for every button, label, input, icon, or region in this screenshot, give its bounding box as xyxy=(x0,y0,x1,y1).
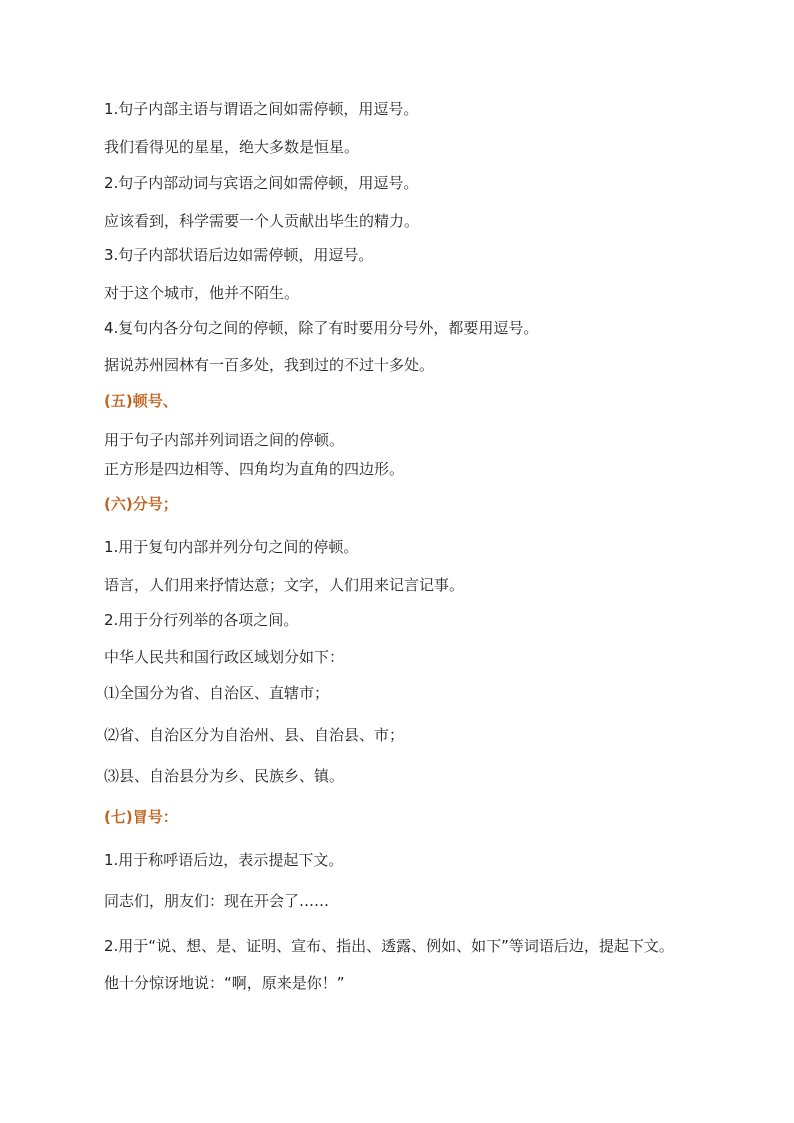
rule-1-semicolon: 1.用于复句内部并列分句之间的停顿。 xyxy=(104,538,359,556)
section-heading-dunhao: (五)顿号、 xyxy=(104,392,178,410)
rule-3-comma-adverbial: 3.句子内部状语后边如需停顿，用逗号。 xyxy=(104,246,374,264)
list-item-2: ⑵省、自治区分为自治州、县、自治县、市； xyxy=(104,726,405,744)
rule-dunhao: 用于句子内部并列词语之间的停顿。 xyxy=(104,431,345,449)
example-comrades: 同志们，朋友们：现在开会了…… xyxy=(104,892,330,910)
list-item-1: ⑴全国分为省、自治区、直辖市； xyxy=(104,684,330,702)
example-suzhou-gardens: 据说苏州园林有一百多处，我到过的不过十多处。 xyxy=(104,356,435,374)
example-surprise: 他十分惊讶地说：“啊，原来是你！” xyxy=(104,974,345,992)
rule-1-comma-subject-predicate: 1.句子内部主语与谓语之间如需停顿，用逗号。 xyxy=(104,100,419,118)
example-language: 语言，人们用来抒情达意；文字，人们用来记言记事。 xyxy=(104,576,465,594)
rule-2-comma-verb-object: 2.句子内部动词与宾语之间如需停顿，用逗号。 xyxy=(104,174,419,192)
rule-1-colon: 1.用于称呼语后边，表示提起下文。 xyxy=(104,851,344,869)
example-science: 应该看到，科学需要一个人贡献出毕生的精力。 xyxy=(104,212,420,230)
rule-2-semicolon: 2.用于分行列举的各项之间。 xyxy=(104,611,299,629)
example-admin-divisions: 中华人民共和国行政区域划分如下： xyxy=(104,648,345,666)
example-stars: 我们看得见的星星，绝大多数是恒星。 xyxy=(104,138,360,156)
section-heading-fenhao: (六)分号； xyxy=(104,495,178,513)
list-item-3: ⑶县、自治县分为乡、民族乡、镇。 xyxy=(104,767,345,785)
example-city: 对于这个城市，他并不陌生。 xyxy=(104,284,300,302)
rule-2-colon: 2.用于“说、想、是、证明、宣布、指出、透露、例如、如下”等词语后边，提起下文。 xyxy=(104,937,674,955)
section-heading-maohao: (七)冒号： xyxy=(104,808,178,826)
rule-4-comma-clauses: 4.复句内各分句之间的停顿，除了有时要用分号外，都要用逗号。 xyxy=(104,319,539,337)
example-square: 正方形是四边相等、四角均为直角的四边形。 xyxy=(104,460,405,478)
